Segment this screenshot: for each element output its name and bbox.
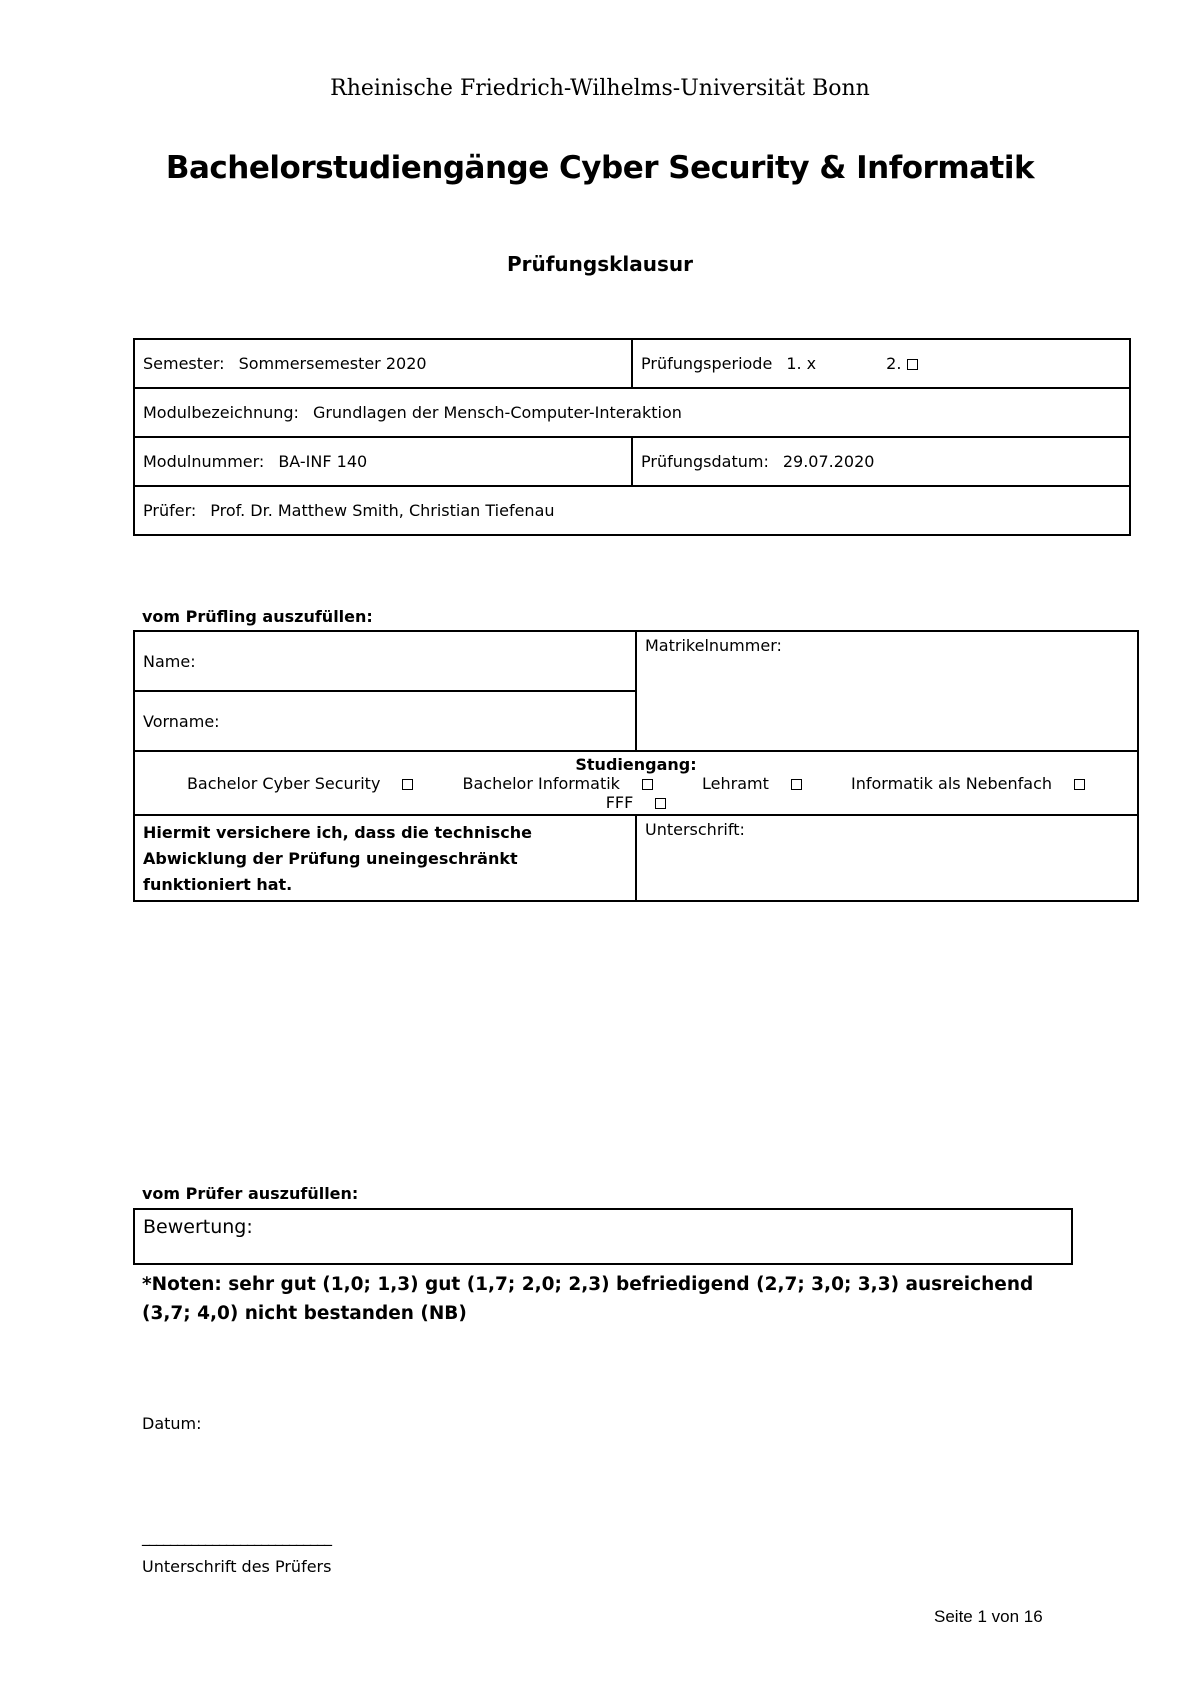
examiner-cell — [134, 486, 1130, 535]
candidate-signature-field[interactable] — [636, 815, 1138, 901]
document-subtitle: Prüfungsklausur — [506, 252, 694, 276]
program-options — [139, 774, 1133, 812]
exam-period-cell — [632, 339, 1130, 388]
first-name-label: Vorname: — [143, 711, 220, 731]
program-option-lehramt[interactable]: Lehramt — [691, 774, 813, 793]
university-name: Rheinische Friedrich-Wilhelms-Universität Bonn — [330, 76, 870, 101]
name-label: Name: — [143, 651, 196, 671]
candidate-signature-label: Unterschrift: — [645, 820, 745, 839]
module-number-value: BA-INF 140 — [278, 452, 368, 471]
candidate-section-title: vom Prüfling auszufüllen: — [142, 607, 373, 626]
program-option-nebenfach[interactable]: Informatik als Nebenfach — [840, 774, 1096, 793]
module-name-value: Grundlagen der Mensch-Computer-Interaktion — [312, 403, 682, 422]
exam-period-second-checkbox[interactable] — [907, 359, 918, 370]
declaration-line-1: Hiermit versichere ich, dass die technische — [143, 823, 532, 842]
candidate-table — [133, 630, 1139, 902]
date-label: Datum: — [142, 1414, 202, 1433]
name-field[interactable] — [134, 631, 636, 691]
program-title: Studiengang: — [575, 754, 697, 774]
grader-section-title: vom Prüfer auszufüllen: — [142, 1184, 359, 1203]
checkbox-icon[interactable] — [655, 798, 666, 809]
examiner-value: Prof. Dr. Matthew Smith, Christian Tiefenau — [210, 501, 555, 520]
exam-date-label: Prüfungsdatum: — [641, 452, 769, 471]
document-title: Bachelorstudiengänge Cyber Security & Informatik — [165, 150, 1035, 186]
checkbox-icon[interactable] — [402, 779, 413, 790]
declaration-line-3: funktioniert hat. — [143, 875, 293, 894]
grader-signature-line: ___________________________ — [142, 1527, 331, 1546]
program-option-cyber-security[interactable]: Bachelor Cyber Security — [176, 774, 424, 793]
checkbox-icon[interactable] — [642, 779, 653, 790]
grader-signature-caption: Unterschrift des Prüfers — [142, 1557, 332, 1576]
semester-label: Semester: — [143, 354, 225, 373]
program-option-informatik[interactable]: Bachelor Informatik — [452, 774, 664, 793]
module-number-cell — [134, 437, 632, 486]
semester-value: Sommersemester 2020 — [238, 354, 427, 373]
module-name-label: Modulbezeichnung: — [143, 403, 299, 422]
matriculation-label: Matrikelnummer: — [645, 636, 782, 655]
checkbox-icon[interactable] — [791, 779, 802, 790]
grade-label: Bewertung: — [143, 1216, 253, 1238]
exam-info-table — [133, 338, 1131, 536]
module-number-label: Modulnummer: — [143, 452, 265, 471]
grades-note: *Noten: sehr gut (1,0; 1,3) gut (1,7; 2,0; 2,3) befriedigend (2,7; 3,0; 3,3) ausreichend (3,7; 4,0) nicht bestanden (NB) — [142, 1274, 1034, 1324]
exam-period-first: 1. x — [786, 354, 817, 373]
examiner-label: Prüfer: — [143, 501, 197, 520]
exam-date-cell — [632, 437, 1130, 486]
declaration-line-2: Abwicklung der Prüfung uneingeschränkt — [143, 849, 518, 868]
module-name-cell — [134, 388, 1130, 437]
exam-period-label: Prüfungsperiode — [641, 354, 773, 373]
exam-date-value: 29.07.2020 — [782, 452, 875, 471]
declaration-cell — [134, 815, 636, 901]
first-name-field[interactable] — [134, 691, 636, 751]
exam-period-second: 2. — [886, 354, 902, 373]
checkbox-icon[interactable] — [1074, 779, 1085, 790]
semester-cell — [134, 339, 632, 388]
program-cell — [134, 751, 1138, 815]
matriculation-field[interactable] — [636, 631, 1138, 751]
program-option-fff[interactable]: FFF — [595, 793, 678, 812]
page-number: Seite 1 von 16 — [934, 1607, 1043, 1626]
grade-field[interactable] — [133, 1208, 1073, 1265]
